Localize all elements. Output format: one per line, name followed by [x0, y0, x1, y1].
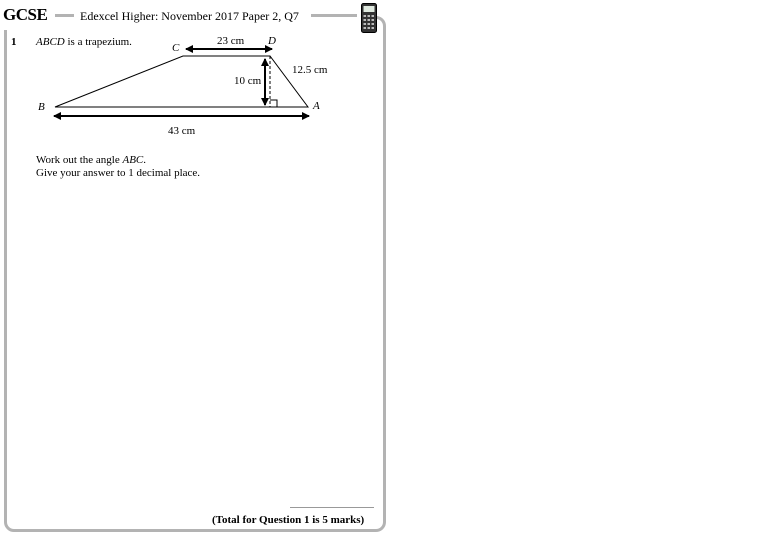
- vertex-d-label: D: [268, 35, 276, 47]
- task-prefix: Work out the angle: [36, 154, 123, 166]
- question-number: 1: [11, 36, 17, 48]
- page-title: Edexcel Higher: November 2017 Paper 2, Q7: [80, 9, 299, 23]
- task-suffix: .: [143, 154, 147, 166]
- angle-name: ABC: [122, 154, 144, 166]
- header-rule-left: [55, 14, 74, 17]
- shape-name: ABCD: [36, 36, 65, 48]
- question-text: [36, 154, 200, 180]
- vertex-a-label: A: [313, 100, 320, 112]
- trapezium-diagram: [30, 30, 350, 140]
- instruction-line: Give your answer to 1 decimal place.: [36, 167, 201, 179]
- calculator-icon: [361, 3, 377, 33]
- bottom-side-label: 43 cm: [168, 125, 196, 137]
- slant-side-label: 12.5 cm: [292, 64, 328, 76]
- vertex-c-label: C: [172, 42, 180, 54]
- answer-line[interactable]: [290, 507, 374, 508]
- vertex-b-label: B: [38, 101, 45, 113]
- header-rule-right: [311, 14, 357, 17]
- task-line: [36, 154, 200, 167]
- intro-text: is a trapezium.: [64, 36, 132, 48]
- brand-logo: GCSE: [3, 5, 48, 24]
- total-marks: (Total for Question 1 is 5 marks): [212, 514, 365, 526]
- top-side-label: 23 cm: [217, 35, 245, 47]
- height-label: 10 cm: [234, 75, 262, 87]
- right-angle-marker: [270, 100, 277, 107]
